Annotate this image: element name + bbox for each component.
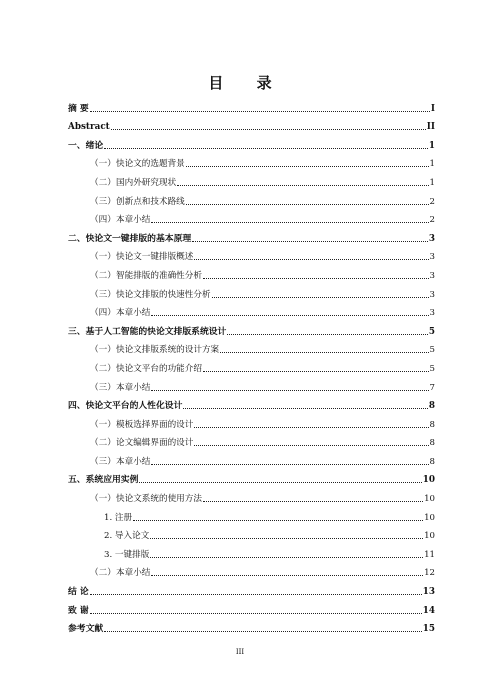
toc-entry-page: 13 [422,587,435,598]
toc-entry-label [90,345,219,356]
toc-entry-number: （一） [90,345,116,356]
toc-entry-text: 参考文献 [68,624,104,635]
toc-entry-text: 快论文的选题背景 [116,159,185,170]
toc-title: 目 录 [208,74,286,92]
toc-entry-label [104,531,149,542]
toc-entry-page: 1 [428,140,435,151]
toc-entry-page: 3 [429,270,435,281]
toc-entry-text: 一、绪论 [68,140,104,151]
toc-entry[interactable] [68,226,435,245]
toc-entry-text: 快论文排版的快速性分析 [116,289,211,300]
toc-entry-page: 2 [429,215,435,226]
toc-entry-text: 模板选择界面的设计 [116,419,194,430]
toc-entry-number: （一） [90,494,116,505]
toc-entry-page: 8 [428,401,435,412]
toc-entry-label [90,438,193,449]
toc-entry-label [68,606,89,617]
toc-entry-page: 10 [424,531,435,542]
dot-leader [151,575,423,576]
dot-leader [151,222,428,223]
dot-leader [194,259,428,260]
toc-entry-text: 本章小结 [116,308,151,319]
toc-entry[interactable] [68,356,435,375]
toc-entry-page: 5 [429,345,435,356]
toc-entry[interactable] [68,449,435,468]
toc-entry-page: 3 [428,233,435,244]
toc-entry-number: （二） [90,177,116,188]
toc-entry-text: 论文编辑界面的设计 [116,438,194,449]
toc-entry-text: 3. 一键排版 [104,549,150,560]
toc-entry-label [104,550,149,561]
toc-entry-page: 8 [429,438,435,449]
dot-leader [194,427,428,428]
toc-entry-text: 二、快论文一键排版的基本原理 [68,233,192,244]
toc-entry-text: 摘 要 [68,103,89,114]
toc-entry-label [68,234,191,245]
dot-leader [183,408,428,409]
toc-entry[interactable] [68,208,435,227]
toc-entry[interactable] [68,505,435,524]
toc-entry-page: 5 [428,326,435,337]
toc-entry-page: 11 [424,549,435,560]
dot-leader [151,315,428,316]
dot-leader [150,557,423,558]
toc-entry[interactable] [68,412,435,431]
toc-entry-label [90,290,211,301]
toc-entry-text: 创新点和技术路线 [116,196,185,207]
toc-entry-label [90,364,202,375]
toc-entry[interactable] [68,617,435,636]
toc-entry[interactable] [68,189,435,208]
toc-entry-label [104,513,132,524]
dot-leader [177,185,428,186]
toc-entry-text: 本章小结 [116,568,151,579]
toc-entry-label [68,122,110,133]
toc-entry-label [90,215,150,226]
toc-entry-number: （二） [90,568,116,579]
toc-entry-label [90,271,202,282]
toc-entry-number: （二） [90,438,116,449]
toc-entry-text: 本章小结 [116,382,151,393]
dot-leader [104,148,428,149]
toc-entry-number: （三） [90,382,116,393]
dot-leader [111,129,426,130]
table-of-contents [68,96,435,635]
toc-entry-label [90,308,150,319]
toc-entry[interactable] [68,245,435,264]
toc-entry[interactable] [68,542,435,561]
toc-entry-number: （三） [90,289,116,300]
toc-entry-text: 国内外研究现状 [116,177,177,188]
toc-entry-page: 15 [422,624,435,635]
toc-entry-text: 快论文一键排版概述 [116,252,194,263]
dot-leader [186,166,429,167]
toc-entry-label [68,104,89,115]
dot-leader [104,631,422,632]
toc-entry-text: 快论文系统的使用方法 [116,494,202,505]
dot-leader [194,445,428,446]
toc-entry[interactable] [68,561,435,580]
toc-entry-number: （一） [90,419,116,430]
toc-entry-text: 四、快论文平台的人性化设计 [68,401,183,412]
toc-entry-label [68,401,182,412]
toc-entry-number: （四） [90,215,116,226]
toc-entry-label [90,383,150,394]
dot-leader [186,204,429,205]
toc-entry-text: 三、基于人工智能的快论文排版系统设计 [68,326,227,337]
dot-leader [227,334,428,335]
toc-entry-label [90,494,202,505]
toc-entry-label [90,159,185,170]
dot-leader [212,297,429,298]
toc-entry-page: II [426,122,435,133]
toc-entry[interactable] [68,598,435,617]
toc-entry[interactable] [68,375,435,394]
toc-entry-number: （二） [90,270,116,281]
toc-entry-number: （四） [90,308,116,319]
toc-entry-page: 3 [429,252,435,263]
toc-entry-page: 5 [429,363,435,374]
toc-entry[interactable] [68,468,435,487]
toc-entry[interactable] [68,282,435,301]
toc-entry[interactable] [68,96,435,115]
toc-entry-number: （一） [90,252,116,263]
toc-entry-label [90,252,193,263]
toc-entry[interactable] [68,431,435,450]
toc-entry-label [68,587,89,598]
toc-entry-page: 7 [429,382,435,393]
toc-entry-number: （三） [90,456,116,467]
dot-leader [203,501,423,502]
dot-leader [220,352,428,353]
toc-entry[interactable] [68,115,435,134]
toc-entry-label [68,475,138,486]
dot-leader [151,390,428,391]
toc-entry-page: 1 [429,177,435,188]
toc-entry-number: （三） [90,196,116,207]
dot-leader [90,613,422,614]
toc-entry[interactable] [68,133,435,152]
toc-entry-text: Abstract [68,122,110,133]
dot-leader [133,520,423,521]
toc-entry-page: 8 [429,456,435,467]
dot-leader [90,594,422,595]
toc-entry-number: （二） [90,363,116,374]
toc-entry-label [68,624,103,635]
toc-entry[interactable] [68,301,435,320]
toc-entry-text: 结 论 [68,587,89,598]
dot-leader [203,278,429,279]
toc-entry[interactable] [68,486,435,505]
toc-entry-page: 1 [429,159,435,170]
dot-leader [192,241,428,242]
toc-entry-text: 快论文平台的功能介绍 [116,363,202,374]
toc-entry[interactable] [68,579,435,598]
toc-entry[interactable] [68,170,435,189]
toc-entry[interactable] [68,524,435,543]
toc-entry-page: 2 [429,196,435,207]
toc-entry-page: 10 [424,494,435,505]
dot-leader [90,111,430,112]
toc-entry-label [90,568,150,579]
toc-entry-text: 本章小结 [116,456,151,467]
page-number: III [235,648,245,656]
toc-entry-text: 1. 注册 [104,512,133,523]
toc-entry-label [68,327,226,338]
toc-entry-page: 12 [424,568,435,579]
toc-entry-label [68,141,103,152]
toc-entry[interactable] [68,263,435,282]
toc-entry-label [90,178,176,189]
dot-leader [150,538,423,539]
toc-entry[interactable] [68,338,435,357]
toc-entry-number: （一） [90,159,116,170]
toc-entry-page: 8 [429,419,435,430]
toc-entry-text: 五、系统应用实例 [68,475,139,486]
dot-leader [139,482,421,483]
toc-entry-page: 10 [422,475,435,486]
toc-entry-text: 智能排版的准确性分析 [116,270,202,281]
toc-entry-label [90,420,193,431]
toc-entry-text: 2. 导入论文 [104,531,150,542]
dot-leader [203,371,429,372]
toc-entry-text: 致 谢 [68,605,89,616]
toc-entry-label [90,457,150,468]
toc-entry-text: 本章小结 [116,215,151,226]
toc-entry-label [90,197,185,208]
toc-entry-text: 快论文排版系统的设计方案 [116,345,220,356]
toc-entry-page: 14 [422,605,435,616]
toc-entry[interactable] [68,394,435,413]
toc-entry-page: I [430,103,435,114]
toc-entry[interactable] [68,152,435,171]
toc-entry-page: 10 [424,512,435,523]
toc-entry-page: 3 [429,308,435,319]
toc-entry[interactable] [68,319,435,338]
toc-entry-page: 3 [429,289,435,300]
dot-leader [151,464,428,465]
